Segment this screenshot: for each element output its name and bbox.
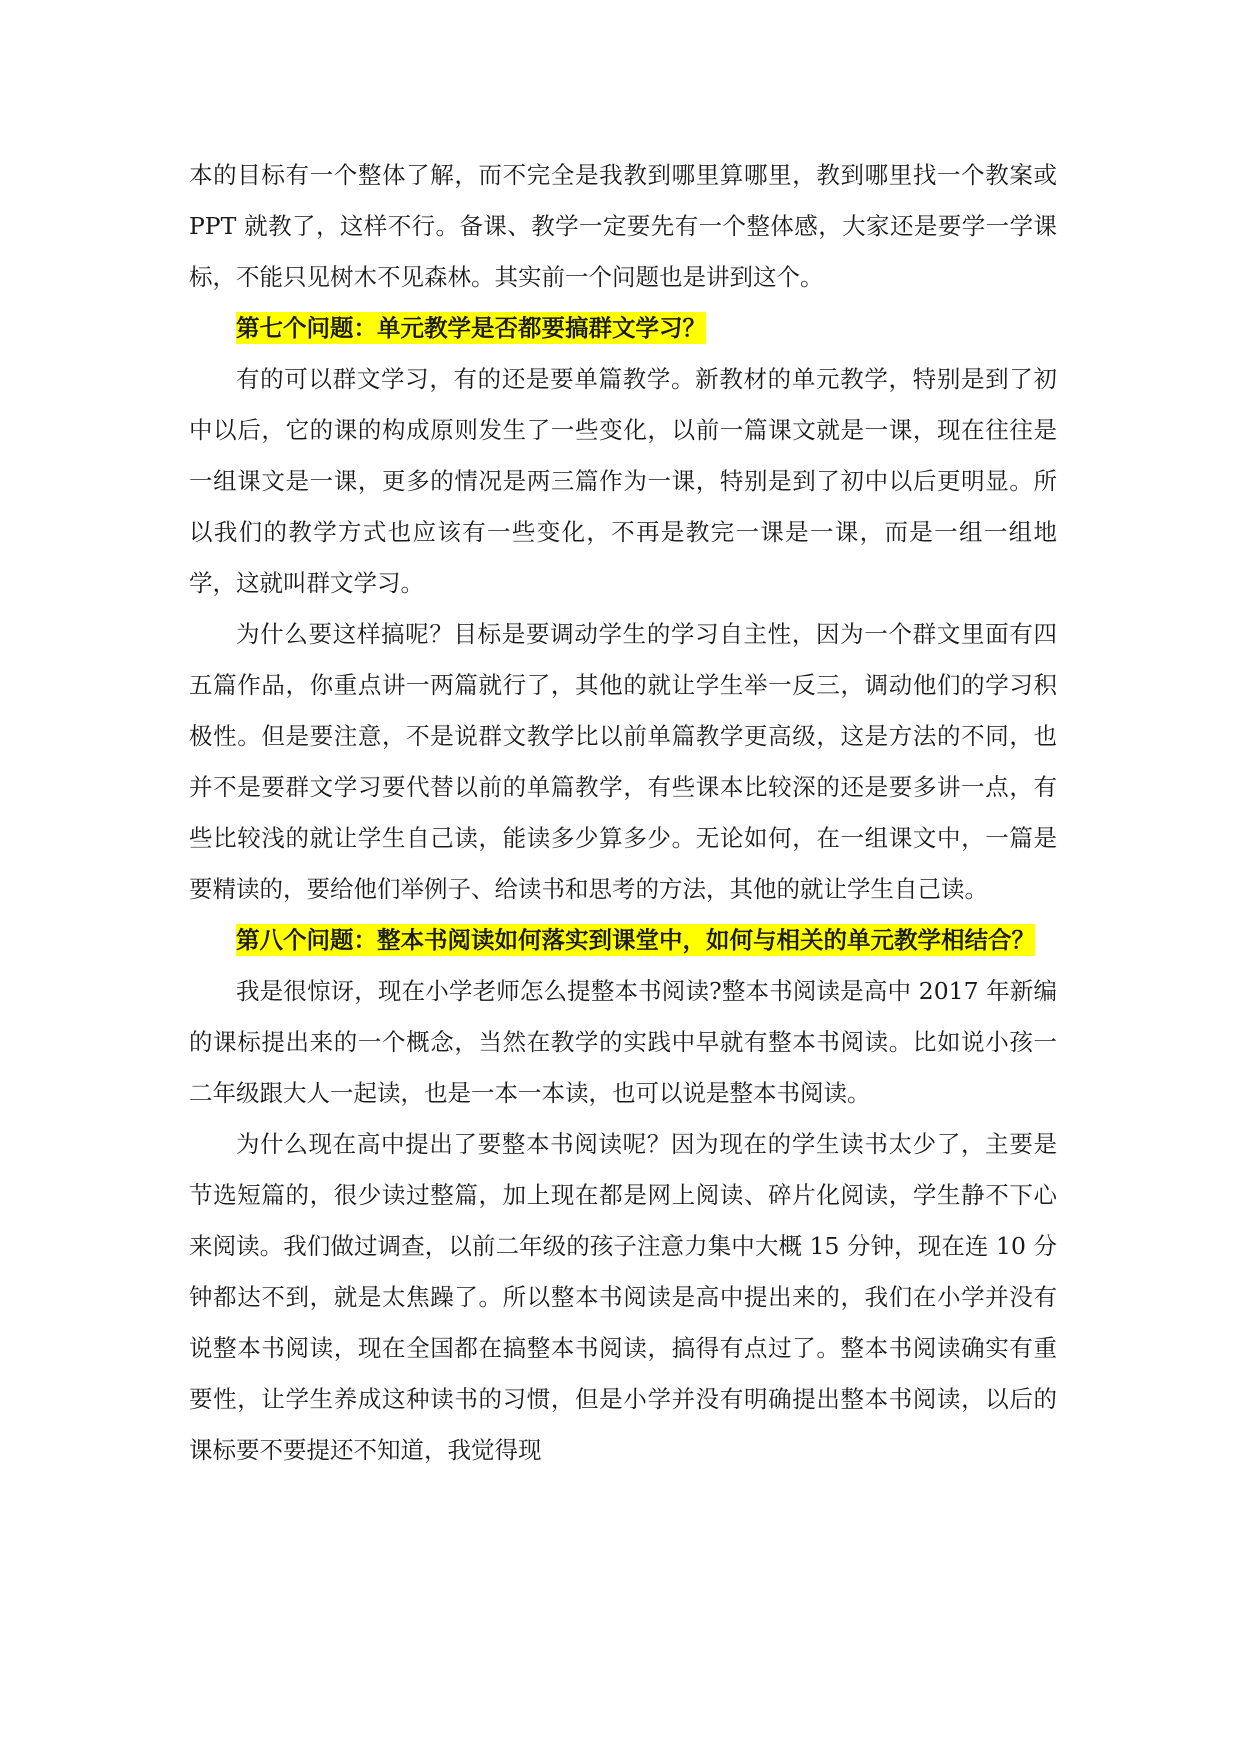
paragraph: 有的可以群文学习，有的还是要单篇教学。新教材的单元教学，特别是到了初中以后，它的课的构成原则发生了一些变化，以前一篇课文就是一课，现在往往是一组课文是一课，更多的情况是两三篇作为一课，特别是到了初中以后更明显。所以我们的教学方式也应该有一些变化，不再是教完一课是一课，而是一组一组地学，这就叫群文学习。 [189, 365, 1057, 597]
question-heading-8 [189, 915, 1057, 966]
heading-highlight: 第八个问题：整本书阅读如何落实到课堂中，如何与相关的单元教学相结合？ [236, 926, 1035, 954]
paragraph: 为什么要这样搞呢？目标是要调动学生的学习自主性，因为一个群文里面有四五篇作品，你重点讲一两篇就行了，其他的就让学生举一反三，调动他们的学习积极性。但是要注意，不是说群文教学比以前单篇教学更高级，这是方法的不同，也并不是要群文学习要代替以前的单篇教学，有些课本比较深的还是要多讲一点，有些比较浅的就让学生自己读，能读多少算多少。无论如何，在一组课文中，一篇是要精读的，要给他们举例子、给读书和思考的方法，其他的就让学生自己读。 [189, 620, 1057, 903]
paragraph: 我是很惊讶，现在小学老师怎么提整本书阅读?整本书阅读是高中 2017 年新编的课标提出来的一个概念，当然在教学的实践中早就有整本书阅读。比如说小孩一二年级跟大人一起读，也是一本一本读，也可以说是整本书阅读。 [189, 977, 1057, 1107]
paragraph-continuation: 本的目标有一个整体了解，而不完全是我教到哪里算哪里，教到哪里找一个教案或 PPT 就教了，这样不行。备课、教学一定要先有一个整体感，大家还是要学一学课标，不能只见树木不见森林。其实前一个问题也是讲到这个。 [189, 161, 1057, 291]
document-body [189, 150, 1057, 1476]
heading-highlight: 第七个问题：单元教学是否都要搞群文学习？ [236, 314, 706, 342]
question-heading-7 [189, 303, 1057, 354]
paragraph: 为什么现在高中提出了要整本书阅读呢？因为现在的学生读书太少了，主要是节选短篇的，很少读过整篇，加上现在都是网上阅读、碎片化阅读，学生静不下心来阅读。我们做过调查，以前二年级的孩子注意力集中大概 15 分钟，现在连 10 分钟都达不到，就是太焦躁了。所以整本书阅读是高中提出来的，我们在小学并没有说整本书阅读，现在全国都在搞整本书阅读，搞得有点过了。整本书阅读确实有重要性，让学生养成这种读书的习惯，但是小学并没有明确提出整本书阅读，以后的课标要不要提还不知道，我觉得现 [189, 1130, 1057, 1464]
